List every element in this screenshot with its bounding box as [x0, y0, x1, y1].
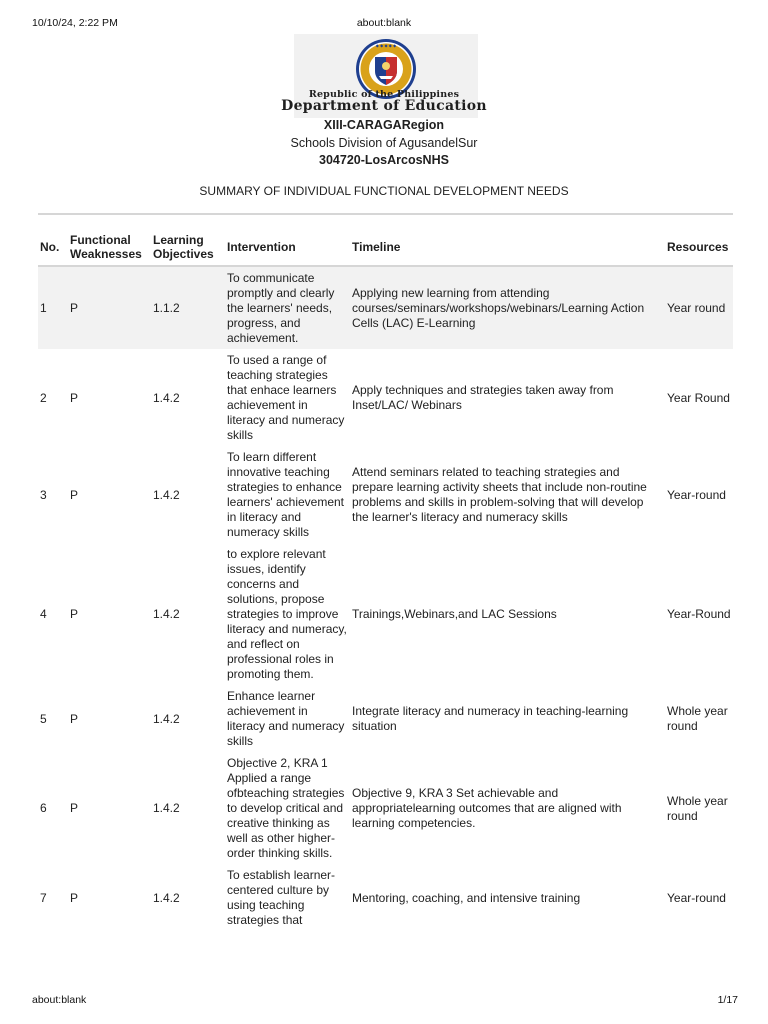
cell-objective: 1.4.2	[153, 801, 180, 815]
republic-heading: Republic of the Philippines	[308, 89, 460, 100]
department-heading: Department of Education	[281, 98, 487, 114]
cell-objective: 1.4.2	[153, 890, 180, 905]
table-row	[38, 446, 733, 543]
cell-resources: Year round	[665, 266, 733, 349]
print-url: about:blank	[32, 994, 87, 1006]
cell-intervention: Enhance learner achievement in literacy and numeracy skills	[227, 689, 345, 748]
cell-objective: 1.4.2	[153, 607, 180, 621]
header-intervention: Intervention	[225, 228, 350, 266]
cell-objective: 1.4.2	[153, 487, 180, 502]
division-heading: Schools Division of AgusandelSur	[290, 136, 478, 150]
print-footer	[32, 994, 738, 1008]
cell-weakness: P	[70, 890, 79, 905]
development-needs-table	[38, 228, 733, 931]
cell-no: 4	[40, 607, 47, 621]
cell-no: 3	[40, 487, 47, 502]
school-heading: 304720-LosArcosNHS	[319, 153, 449, 167]
cell-weakness: P	[70, 390, 79, 405]
cell-intervention: To learn different innovative teaching strategies to enhance learners' achievement in literacy and numeracy skills	[227, 450, 345, 539]
cell-objective: 1.4.2	[153, 711, 180, 726]
cell-intervention: To establish learner-centered culture by using teaching strategies that	[227, 868, 336, 927]
cell-no: 5	[40, 711, 47, 726]
cell-no: 2	[40, 390, 47, 405]
header-timeline: Timeline	[350, 228, 665, 266]
table-row	[38, 685, 733, 752]
svg-text:◆ ◆ ◆ ◆ ◆: ◆ ◆ ◆ ◆ ◆	[375, 43, 397, 48]
cell-resources: Year Round	[667, 390, 730, 405]
cell-timeline: Applying new learning from attending courses/seminars/workshops/webinars/Learning Action Cells (LAC) E-Learning	[350, 266, 665, 349]
table-row	[38, 864, 733, 931]
print-page-title: about:blank	[356, 17, 412, 29]
cell-intervention: to explore relevant issues, identify concerns and solutions, propose strategies to improve literacy and numeracy, and reflect on professional roles in promoting them.	[227, 547, 347, 681]
cell-resources: Whole year round	[667, 704, 728, 733]
cell-resources: Year-round	[667, 890, 726, 905]
cell-weakness: P	[70, 711, 79, 726]
cell-resources: Year-Round	[667, 607, 731, 621]
divider	[38, 213, 733, 215]
print-datetime: 10/10/24, 2:22 PM	[32, 17, 118, 29]
cell-weakness: P	[70, 801, 79, 815]
cell-no: 1	[38, 266, 68, 349]
cell-objective: 1.4.2	[153, 390, 180, 405]
header-objectives: Learning Objectives	[151, 228, 225, 266]
cell-resources: Whole year round	[667, 793, 728, 823]
table-row	[38, 543, 733, 685]
cell-timeline: Apply techniques and strategies taken away from Inset/LAC/ Webinars	[352, 383, 614, 412]
cell-intervention: To communicate promptly and clearly the learners' needs, progress, and achievement.	[225, 266, 350, 349]
cell-weakness: P	[70, 487, 79, 502]
header-weakness: Functional Weaknesses	[68, 228, 151, 266]
cell-no: 7	[40, 890, 47, 905]
cell-intervention: Objective 2, KRA 1 Applied a range ofbteaching strategies to develop critical and creative thinking as well as other higher-order thinking skills.	[227, 756, 345, 860]
cell-weakness: P	[70, 607, 79, 621]
cell-resources: Year-round	[667, 487, 726, 502]
print-header	[32, 17, 736, 31]
table-row	[38, 266, 733, 349]
table-header-row	[38, 228, 733, 266]
header-no: No.	[38, 228, 68, 266]
cell-timeline: Objective 9, KRA 3 Set achievable and appropriatelearning outcomes that are aligned with learning competencies.	[352, 786, 622, 830]
region-heading: XIII-CARAGARegion	[323, 118, 445, 132]
page-number: 1/17	[717, 994, 738, 1006]
cell-weakness: P	[68, 266, 151, 349]
cell-timeline: Trainings,Webinars,and LAC Sessions	[352, 607, 557, 621]
header-resources: Resources	[665, 228, 733, 266]
cell-objective: 1.1.2	[151, 266, 225, 349]
cell-timeline: Integrate literacy and numeracy in teaching-learning situation	[352, 704, 629, 733]
cell-no: 6	[40, 801, 47, 815]
table-row	[38, 349, 733, 446]
document-title: SUMMARY OF INDIVIDUAL FUNCTIONAL DEVELOPMENT NEEDS	[199, 184, 569, 198]
cell-intervention: To used a range of teaching strategies that enhace learners achievement in literacy and numeracy skills	[227, 353, 345, 442]
cell-timeline: Mentoring, coaching, and intensive training	[352, 890, 581, 905]
table-row	[38, 752, 733, 864]
cell-timeline: Attend seminars related to teaching strategies and prepare learning activity sheets that include non-routine problems and skills in problem-solving that will develop the learner's literacy and numeracy skills	[352, 465, 647, 524]
